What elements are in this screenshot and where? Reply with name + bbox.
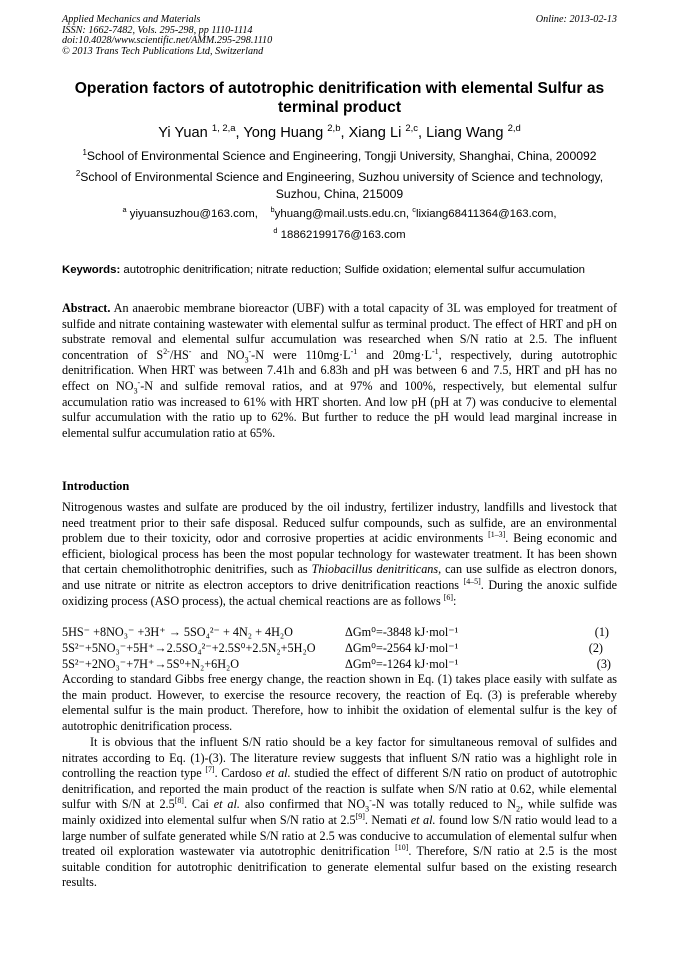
abstract: Abstract. An anaerobic membrane bioreactor (UBF) with a total capacity of 3L was employed for treatment of sulfide and nitrate containing wastewater with elemental sulfur as terminal product. The effect of HRT and pH on substrate removal and elemental sulfur accumulation was researched when S/N ratio at 2.5. The influent concentration of $S^{2-}/HS^-$ and $NO_3^--N$ were $110mg\cdot L^{-1}$ and $20mg\cdot L^{-1}$, respectively, during autotrophic denitrification. When HRT was between 7.41h and 6.83h and pH was between 6 and 7.5, HRT and pH has no effect on $NO_3^--N$ and sulfide removal ratios, and at 97% and 100%, respectively, but elemental sulfur accumulation ratio was increased to 61% with HRT shorten. And low pH (pH at 7) was conducive to elemental sulfur accumulation with the ratio up to 62%. But further to reduce the pH would lead marginal increase in elemental sulfur accumulation ratio at 65%. [62, 301, 618, 440]
journal-copyright: © 2013 Trans Tech Publications Ltd, Switzerland [62, 45, 264, 57]
equation-gibbs: ΔGm⁰=-1264 kJ·mol⁻¹ [345, 657, 459, 671]
keywords [62, 263, 617, 277]
citation: [7] [205, 765, 215, 775]
affiliation-text: School of Environmental Science and Engineering, Suzhou university of Science and technology, Suzhou, China, 215009 [80, 170, 604, 201]
paragraph-text: -N was totally reduced to N [371, 797, 517, 812]
email-line-1 [62, 206, 617, 222]
equation-formula: 5HS⁻ +8NO₃⁻ +3H⁺ → 5SO₄²⁻ + 4N₂ + 4H₂O [62, 625, 293, 639]
author-sup: 1, 2,a [211, 123, 236, 135]
citation: [1–3] [488, 530, 506, 540]
author-name: Yi Yuan [158, 125, 208, 141]
abstract-text: and 20mg·L [357, 347, 432, 362]
equation-1 [62, 625, 617, 640]
author-sup: 2,c [405, 123, 419, 135]
paragraph-text: It is obvious that the influent S/N ratio should be a key factor for simultaneous removal of sulfides and nitrates according to Eq. (1)-(3). The literature review suggests that influent S/N ratio was a highlight role in controlling the reaction type [62, 735, 617, 781]
equation-2 [62, 641, 617, 656]
section-heading-introduction: Introduction [62, 479, 130, 493]
abstract-label: Abstract. [62, 301, 111, 315]
keywords-text: autotrophic denitrification; nitrate reduction; Sulfide oxidation; elemental sulfur accumulation [123, 264, 585, 276]
paragraph-text: studied the effect of different S/N ratio on product of autotrophic denitrification, and reported the main product of the reaction is sulfate when S/N ratio at 0.62, while elemental sulfur with S/N at 2.5 [62, 766, 617, 812]
paper-title: Operation factors of autotrophic denitrification with elemental Sulfur as terminal product [74, 80, 605, 116]
paragraph-text: . Being economic and efficient, biological process has been the most popular technology for wastewater treatment. It has been shown that certain chemolithotrophic denitrifies, such as [62, 531, 617, 577]
author-name: Liang Wang [426, 125, 504, 141]
equation-3 [62, 657, 617, 672]
email-sup: a [122, 205, 127, 215]
paragraph-text: also confirmed that NO [239, 797, 366, 812]
equation-number: (3) [596, 657, 611, 671]
author-name: Yong Huang [243, 125, 324, 141]
equation-formula: 5S²⁻+5NO₃⁻+5H⁺→2.5SO₄²⁻+2.5S⁰+2.5N₂+5H₂O [62, 641, 316, 655]
citation: [4–5] [463, 576, 481, 586]
email-address[interactable]: 18862199176@163.com [280, 229, 406, 241]
citation: [6] [443, 592, 453, 602]
affiliation-2 [62, 169, 617, 203]
email-line-2 [62, 227, 617, 243]
journal-doi: doi:10.4028/www.scientific.net/AMM.295-298.1110 [62, 35, 273, 47]
affiliation-sup: 2 [75, 168, 81, 178]
author-sup: 2,d [507, 123, 521, 135]
et-al: et al. [213, 797, 240, 812]
email-address[interactable]: yiyuansuzhou@163.com, [129, 208, 258, 220]
author-name: Xiang Li [348, 125, 402, 141]
intro-paragraph-1 [62, 500, 617, 609]
paragraph-text: , while sulfide was mainly oxidized into elemental sulfur when S/N ratio at 2.5 [62, 797, 618, 827]
author-sup: 2,b [327, 123, 341, 135]
intro-paragraph-2: According to standard Gibbs free energy change, the reaction shown in Eq. (1) takes place easily with sulfate as the main product. However, to exercise the resource recovery, the reaction of Eq. (3) is preferable whereby elemental sulfur is the main product. Therefore, how to inhibit the oxidation of elemental sulfur is the key of autotrophic denitrification process. [62, 672, 617, 733]
et-al: et al. [265, 766, 291, 781]
equation-number: (2) [588, 641, 603, 655]
paragraph-text: , can use sulfide as electron donors, and use nitrate or nitrite as electron acceptors to drive denitrification reactions [62, 562, 617, 592]
abstract-text: -N and sulfide removal ratios, and at 97% and 100%, respectively, but elemental sulfur accumulation ratio was increased to 61% with HRT shorten. And low pH (pH at 7) was conducive to elemental sulfur accumulation with the ratio up to 62%. But further to reduce the pH would lead marginal increase in elemental sulfur accumulation ratio at 65%. [62, 378, 617, 440]
citation: [8] [174, 796, 184, 806]
online-date: Online: 2013-02-13 [535, 14, 617, 25]
equation-number: (1) [594, 625, 609, 639]
email-sup: d [273, 226, 278, 236]
affiliation-sup: 1 [82, 147, 87, 157]
abstract-text: An anaerobic membrane bioreactor (UBF) with a total capacity of 3L was employed for treatment of sulfide and nitrate containing wastewater with elemental sulfur as terminal product. The effect of HRT and pH on substrate removal and elemental sulfur accumulation was researched when S/N ratio at 2.5. The influent concentration of S [62, 301, 618, 362]
species-name: Thiobacillus denitriticans [311, 562, 439, 577]
journal-name: Applied Mechanics and Materials [62, 14, 201, 25]
equation-gibbs: ΔGm⁰=-3848 kJ·mol⁻¹ [345, 625, 459, 639]
paragraph-text: . During the anoxic sulfide oxidizing process (ASO process), the actual chemical reactions are as follows [62, 577, 617, 608]
intro-paragraph-3: It is obvious that the influent S/N ratio should be a key factor for simultaneous removal of sulfides and nitrates according to Eq. (1)-(3). The literature review suggests that influent S/N ratio was a highlight role in controlling the reaction type [7]. Cardoso et al. studied the effect of different S/N ratio on product of autotrophic denitrification, and reported the main product of the reaction is sulfate when S/N ratio at 0.62, while elemental sulfur with S/N at 2.5[8]. Cai et al. also confirmed that $NO_3^--N$ was totally reduced to $N_2$, while sulfide was mainly oxidized into elemental sulfur when S/N ratio at 2.5[9]. Nemati et al. found low S/N ratio would lead to a large number of sulfate generated while S/N ratio at 2.5 was conducive to accumulation of elemental sulfur when treated oil exploration wastewater via autotrophic denitrification [10]. Therefore, S/N ratio at 2.5 is the most suitable condition for autotrophic denitrification to generate elemental sulfur based on the existing research results. [62, 735, 618, 890]
paragraph-text: . Cardoso [214, 766, 266, 781]
equation-formula: 5S²⁻+2NO₃⁻+7H⁺→5S⁰+N₂+6H₂O [62, 657, 240, 671]
author-list: Yi Yuan $^{1, 2,a}$, Yong Huang $^{2,b}$, Xiang Li $^{2,c}$, Liang Wang $^{2,d}$ [158, 123, 521, 141]
paragraph-text: . Nemati [364, 812, 411, 827]
paragraph-text: found low S/N ratio would lead to a large number of sulfate generated while S/N ratio at 2.5 was conducive to accumulation of elemental sulfur when treated oil exploration wastewater via autotrophic denitrification [62, 812, 618, 859]
paragraph-text: . Therefore, S/N ratio at 2.5 is the most suitable condition for autotrophic denitrification to generate elemental sulfur based on the existing research results. [62, 844, 617, 890]
paragraph-text: : [453, 593, 457, 608]
email-sup: b [270, 205, 275, 215]
abstract-text: -N were 110mg·L [251, 347, 351, 362]
citation: [9] [355, 811, 365, 821]
email-address[interactable]: yhuang@mail.usts.edu.cn, [274, 208, 410, 220]
abstract-text: /HS [169, 347, 189, 362]
citation: [10] [395, 843, 409, 853]
journal-issn: ISSN: 1662-7482, Vols. 295-298, pp 1110-1114 [62, 24, 253, 36]
email-address[interactable]: lixiang68411364@163.com, [415, 208, 557, 220]
affiliation-1 [62, 148, 617, 165]
et-al: et al. [410, 812, 436, 827]
affiliation-text: School of Environmental Science and Engineering, Tongji University, Shanghai, China, 200092 [86, 149, 597, 163]
abstract-text: , respectively, during autotrophic denitrification. When HRT was between 7.41h and 6.83h and pH was between 6 and 7.5, HRT and pH has no effect on NO [62, 347, 617, 393]
abstract-text: and NO [191, 347, 245, 362]
paragraph-text: Nitrogenous wastes and sulfate are produced by the oil industry, fertilizer industry, landfills and livestock that need treatment prior to their safe disposal. Reduced sulfur compounds, such as sulfide, are an environmental problem due to their toxicity, odor and corrosive properties at acidic environments [62, 500, 617, 546]
paragraph-text: . Cai [183, 797, 214, 812]
journal-header [62, 15, 617, 57]
equation-gibbs: ΔGm⁰=-2564 kJ·mol⁻¹ [345, 641, 459, 655]
keywords-label: Keywords: [62, 264, 121, 276]
email-sup: c [412, 205, 416, 215]
